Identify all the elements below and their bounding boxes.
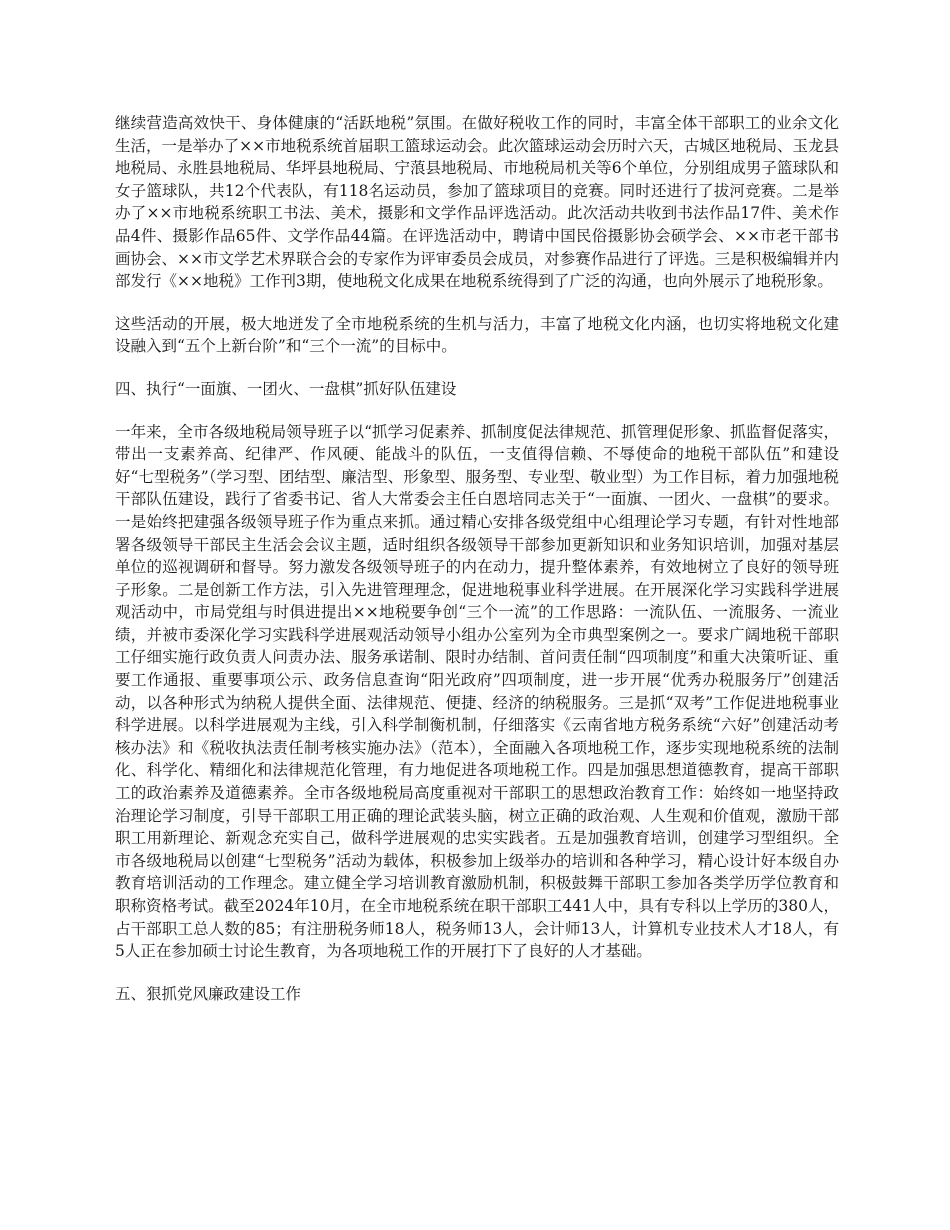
- section-heading-5: 五、狠抓党风廉政建设工作: [115, 984, 302, 1003]
- paragraph-team-building: 一年来，全市各级地税局领导班子以“抓学习促素养、抓制度促法律规范、抓管理促形象、抓监督促落实，带出一支素养高、纪律严、作风硬、能战斗的队伍，一支值得信赖、不辱使命的地税干部队伍”和建设好“七型税务”（学习型、团结型、廉洁型、形象型、服务型、专业型、敬业型）为工作目标，着力加强地税干部队伍建设，践行了省委书记、省人大常委会主任白恩培同志关于“一面旗、一团火、一盘棋”的要求。一是始终把建强各级领导班子作为重点来抓。通过精心安排各级党组中心组理论学习专题，有针对性地部署各级领导干部民主生活会会议主题，适时组织各级领导干部参加更新知识和业务知识培训，加强对基层单位的巡视调研和督导。努力激发各级领导班子的内在动力，提升整体素养，有效地树立了良好的领导班子形象。二是创新工作方法，引入先进管理理念，促进地税事业科学进展。在开展深化学习实践科学进展观活动中，市局党组与时俱进提出××地税要争创“三个一流”的工作思路：一流队伍、一流服务、一流业绩，并被市委深化学习实践科学进展观活动领导小组办公室列为全市典型案例之一。要求广阔地税干部职工仔细实施行政负责人问责办法、服务承诺制、限时办结制、首问责任制“四项制度”和重大决策听证、重要工作通报、重要事项公示、政务信息查询“阳光政府”四项制度，进一步开展“优秀办税服务厅”创建活动，以各种形式为纳税人提供全面、法律规范、便捷、经济的纳税服务。三是抓“双考”工作促进地税事业科学进展。以科学进展观为主线，引入科学制衡机制，仔细落实《云南省地方税务系统“六好”创建活动考核办法》和《税收执法责任制考核实施办法》（范本），全面融入各项地税工作，逐步实现地税系统的法制化、科学化、精细化和法律规范化管理，有力地促进各项地税工作。四是加强思想道德教育，提高干部职工的政治素养及道德素养。全市各级地税局高度重视对干部职工的思想政治教育工作：始终如一地坚持政治理论学习制度，引导干部职工用正确的理论武装头脑，树立正确的政治观、人生观和价值观，激励干部职工用新理论、新观念充实自己，做科学进展观的忠实实践者。五是加强教育培训，创建学习型组织。全市各级地税局以创建“七型税务”活动为载体，积极参加上级举办的培训和各种学习，精心设计好本级自办教育培训活动的工作理念。建立健全学习培训教育激励机制，积极鼓舞干部职工参加各类学历学位教育和职称资格考试。截至2024年10月，在全市地税系统在职干部职工441人中，具有专科以上学历的380人，占干部职工总人数的85；有注册税务师18人，税务师13人，会计师13人，计算机专业技术人才18人，有5人正在参加硕士讨论生教育，为各项地税工作的开展打下了良好的人才基础。: [115, 422, 839, 961]
- paragraph-culture-activities: 继续营造高效快干、身体健康的“活跃地税”氛围。在做好税收工作的同时，丰富全体干部职工的业余文化生活，一是举办了××市地税系统首届职工篮球运动会。此次篮球运动会历时六天，古城区地税局、玉龙县地税局、永胜县地税局、华坪县地税局、宁蒗县地税局、市地税局机关等6个单位，分别组成男子篮球队和女子篮球队，共12个代表队，有118名运动员，参加了篮球项目的竞赛。同时还进行了拔河竞赛。二是举办了××市地税系统职工书法、美术，摄影和文学作品评选活动。此次活动共收到书法作品17件、美术作品4件、摄影作品65件、文学作品44篇。在评选活动中，聘请中国民俗摄影协会硕学会、××市老干部书画协会、××市文学艺术界联合会的专家作为评审委员会成员，对参赛作品进行了评选。三是积极编辑并内部发行《××地税》工作刊3期，使地税文化成果在地税系统得到了广泛的沟通，也向外展示了地税形象。: [115, 114, 839, 291]
- paragraph-activities-summary: 这些活动的开展，极大地迸发了全市地税系统的生机与活力，丰富了地税文化内涵，也切实将地税文化建设融入到“五个上新台阶”和“三个一流”的目标中。: [115, 314, 839, 356]
- section-heading-4: 四、执行“一面旗、一团火、一盘棋”抓好队伍建设: [115, 379, 457, 398]
- document-body: [115, 112, 839, 1025]
